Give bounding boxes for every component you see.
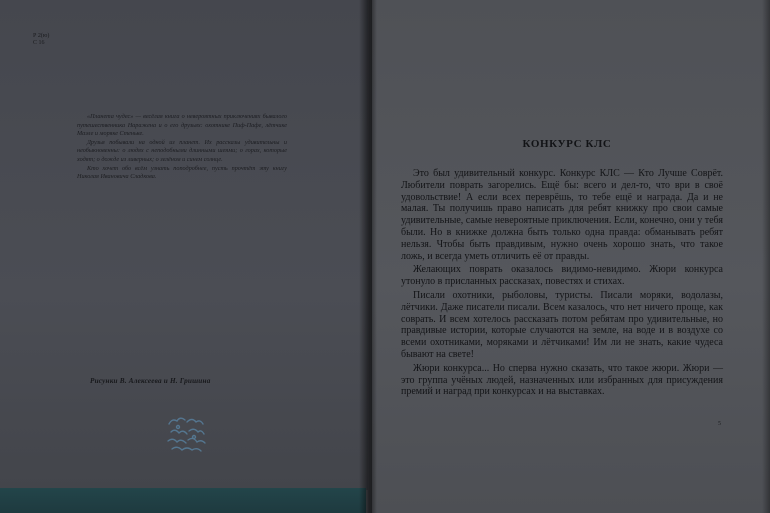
page-number: 5 bbox=[718, 421, 721, 427]
chapter-body bbox=[401, 168, 723, 400]
book-gutter bbox=[359, 0, 377, 513]
blurb-paragraph: Друзья побывали на одной из планет. Их рассказы удивительны и необыкновенны: о людях с неподобными длинными шеями; о горах, которые ходят; о дожде из ливерных; о зелёном и синем солнце. bbox=[77, 138, 287, 163]
page-edge-shadow bbox=[762, 0, 770, 513]
body-paragraph: Писали охотники, рыболовы, туристы. Писали моряки, водолазы, лётчики. Даже писатели писали. Всем казалось, что нет ничего проще, как соврать. И всем хотелось рассказать потом ребятам про удивительные, но правдивые истории, которые случаются на земле, на воде и в воздухе со всеми охотниками, моряками и лётчиками! Им ли не знать, какие чудеса бывают на свете! bbox=[401, 289, 723, 360]
chapter-title: КОНКУРС КЛС bbox=[522, 138, 612, 150]
body-paragraph: Жюри конкурса... Но сперва нужно сказать, что такое жюри. Жюри — это группа учёных людей, назначенных или избранных для присуждения премий и наград при конкурсах и на выставках. bbox=[401, 362, 723, 398]
body-paragraph: Это был удивительный конкурс. Конкурс КЛС — Кто Лучше Соврёт. Любители поврать загорелись. Ещё бы: всего и дел-то, что ври в своё удовольствие! А если всех переврёшь, то тебе ещё и награда. Да и не малая. Ты получишь право написать для ребят книжку про свои самые удивительные, самые невероятные приключения. Если, конечно, они у тебя были. Но в книжке должна быть только одна правда: обманывать ребят нельзя. Чтобы быть правдивым, нужно очень хорошо знать, что такое ложь, и всегда уметь отличить её от правды. bbox=[401, 168, 723, 262]
catalog-code bbox=[33, 33, 49, 47]
illustrator-credit: Рисунки В. Алексеева и Н. Гришина bbox=[90, 377, 211, 385]
cover-edge bbox=[0, 488, 366, 513]
blurb-paragraph: «Планета чудес» — весёлая книга о невероятных приключениях бывалого путешественника Наражена и о его друзьях: охотнике Пиф-Пафе, лётчике Маэле и моряке Стеньке. bbox=[77, 113, 287, 138]
catalog-code-line: Р 2(ю) bbox=[33, 33, 50, 39]
body-paragraph: Желающих поврать оказалось видимо-невидимо. Жюри конкурса утонуло в присланных рассказах, повестях и стихах. bbox=[401, 264, 723, 288]
library-stamp-icon bbox=[163, 412, 209, 456]
catalog-code-line: С 16 bbox=[33, 40, 45, 46]
annotation-blurb bbox=[77, 113, 287, 182]
blurb-paragraph: Кто хочет обо всём узнать поподробнее, пусть прочтёт эту книгу Николая Ивановича Сладкова. bbox=[77, 164, 287, 181]
